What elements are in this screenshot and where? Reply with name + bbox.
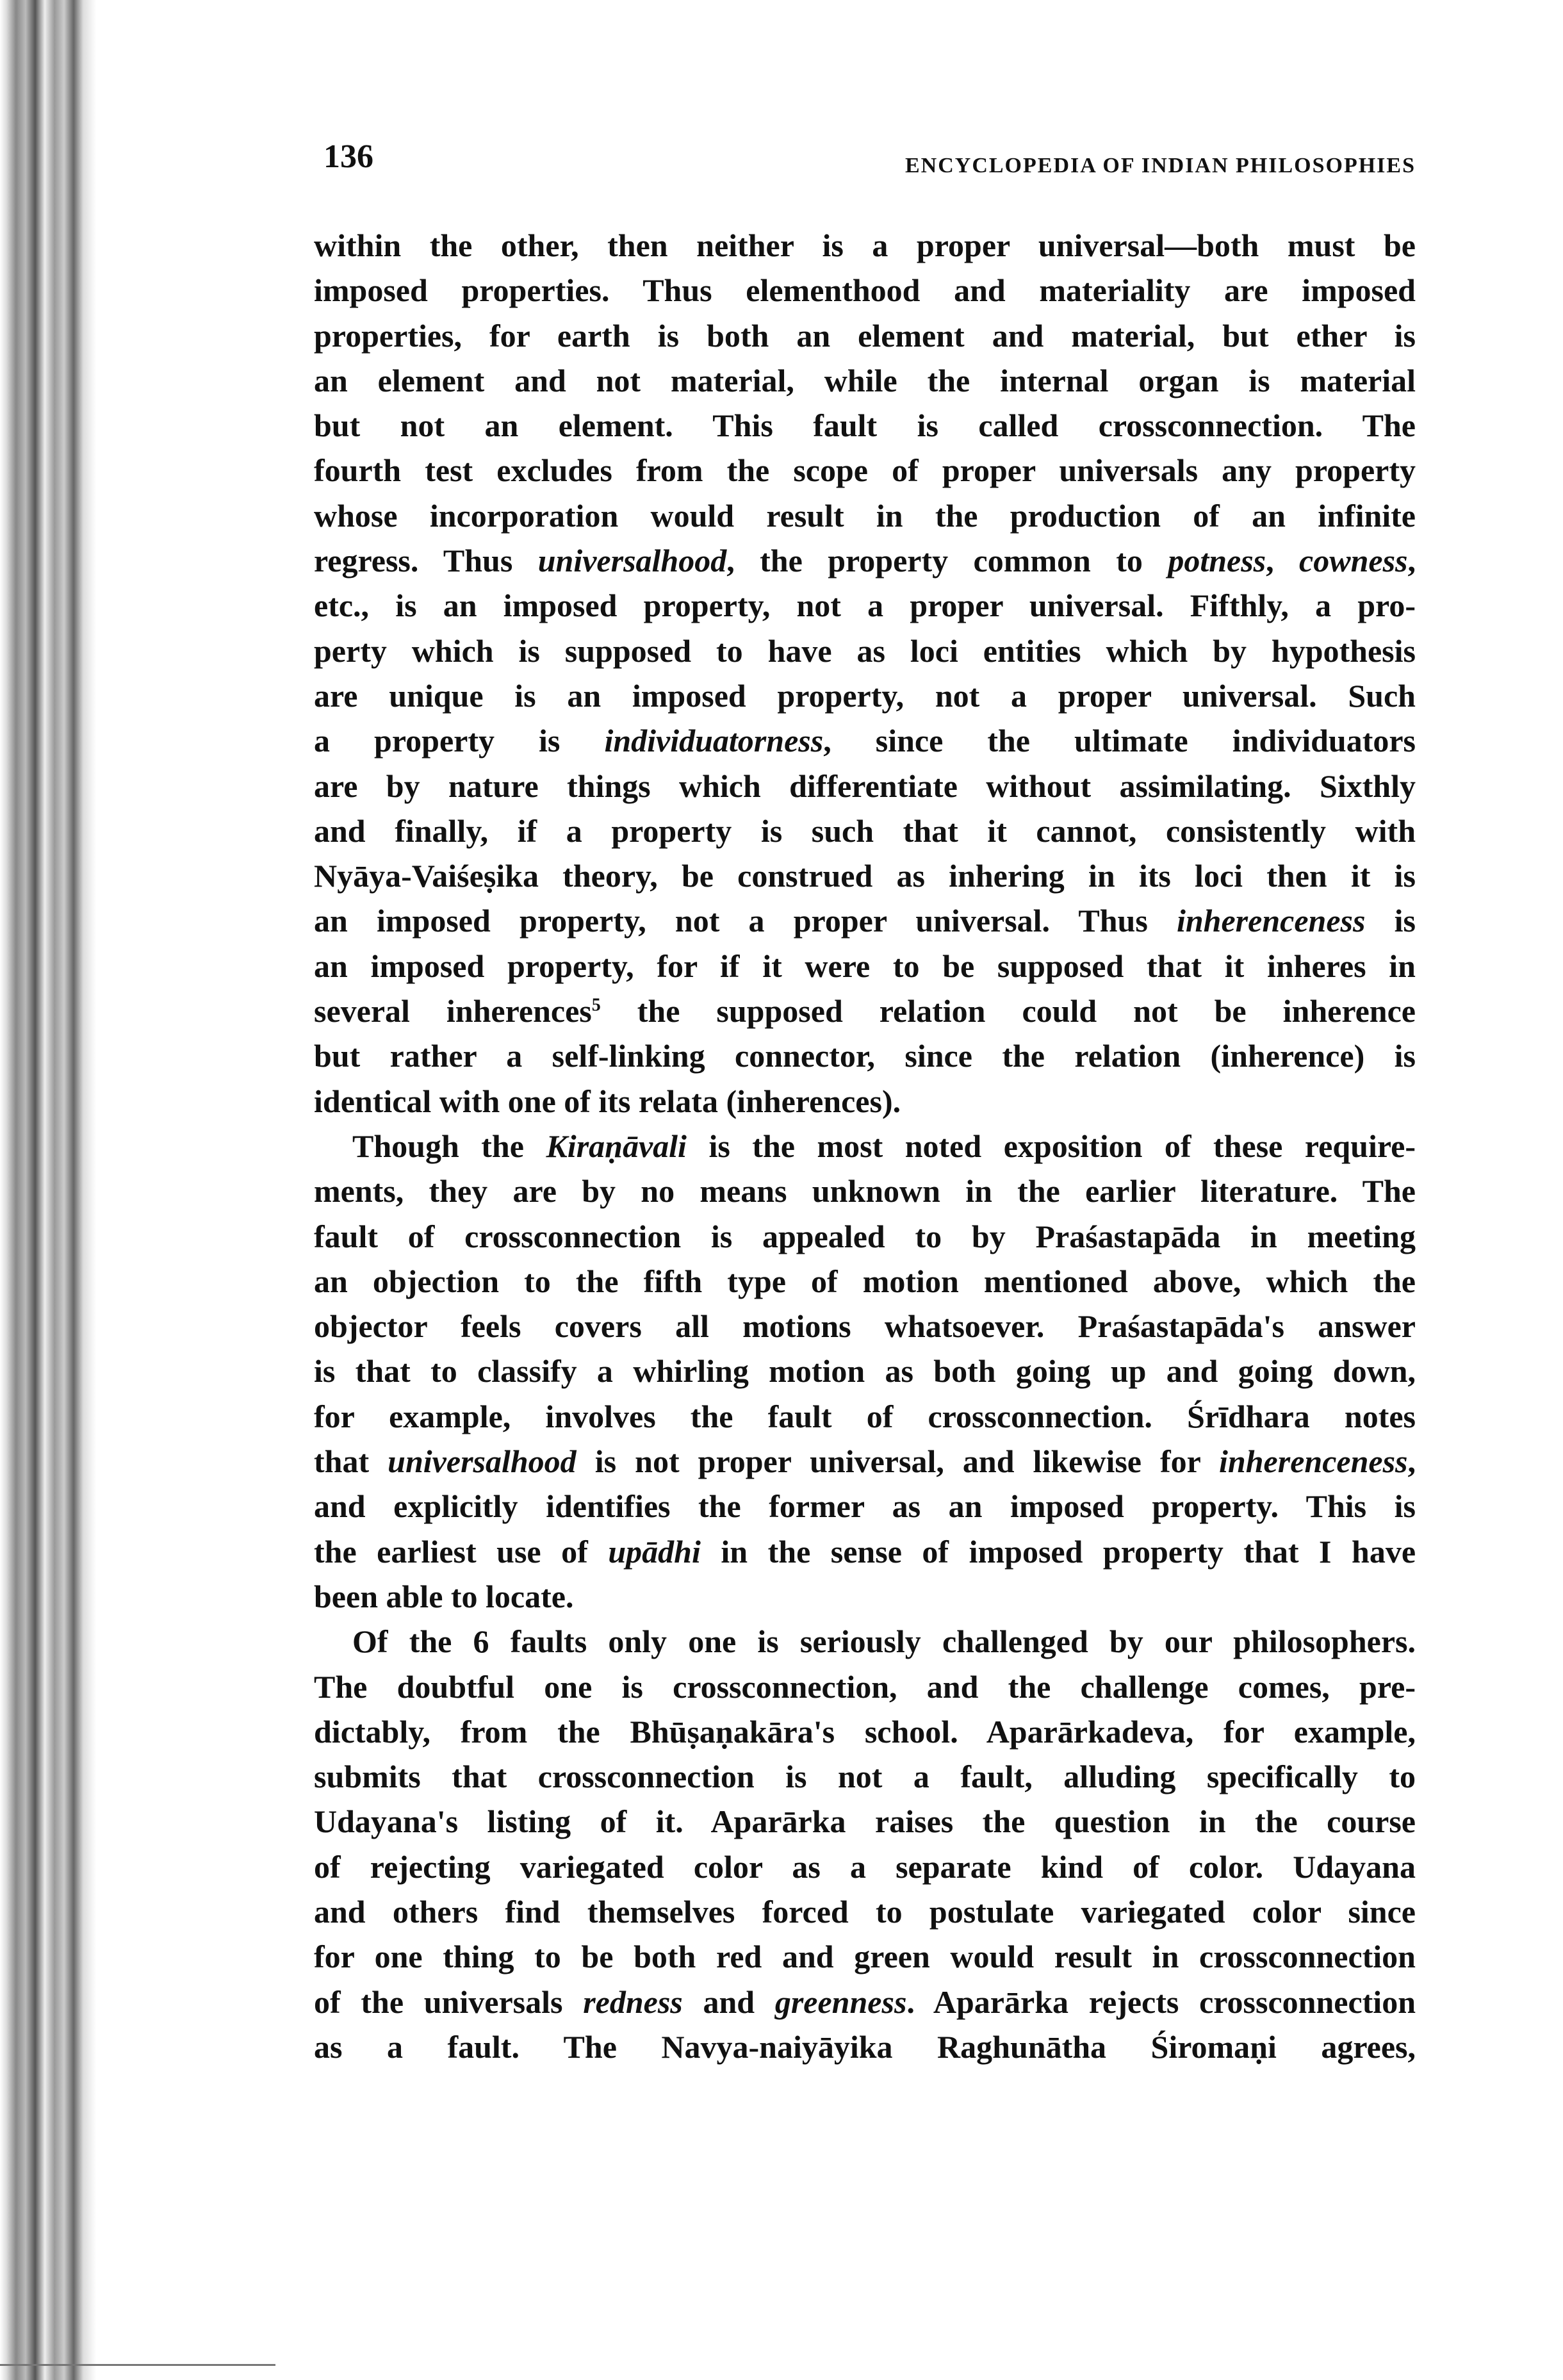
text-line (314, 1980, 1416, 2024)
text-segment: . Aparārka rejects crossconnection (906, 1983, 1416, 2020)
text-segment: are unique is an imposed property, not a proper universal. Such (314, 677, 1416, 714)
text-segment: but rather a self-linking connector, since the relation (inherence) is (314, 1038, 1416, 1074)
text-segment: but not an element. This fault is called crossconnection. The (314, 407, 1416, 444)
text-segment: whose incorporation would result in the production of an infinite (314, 497, 1416, 534)
text-segment: Udayana's listing of it. Aparārka raises the question in the course (314, 1803, 1416, 1840)
text-line (314, 1889, 1416, 1934)
text-line (314, 583, 1416, 628)
text-segment: an objection to the fifth type of motion mentioned above, which the (314, 1263, 1416, 1299)
text-line (314, 1079, 1416, 1124)
text-line (314, 808, 1416, 853)
text-line (314, 313, 1416, 358)
text-segment: and finally, if a property is such that it cannot, consistently with (314, 812, 1416, 849)
text-segment: , (1407, 1443, 1416, 1480)
text-line (314, 1394, 1416, 1439)
text-line (314, 448, 1416, 493)
text-line (314, 223, 1416, 268)
text-segment: an imposed property, for if it were to be supposed that it inheres in (314, 948, 1416, 984)
running-head: ENCYCLOPEDIA OF INDIAN PHILOSOPHIES (904, 154, 1416, 177)
text-segment: are by nature things which differentiate without assimilating. Sixthly (314, 767, 1416, 804)
italic-term: universalhood (537, 543, 727, 579)
text-segment: The doubtful one is crossconnection, and the challenge comes, pre- (314, 1668, 1416, 1705)
text-line (314, 1259, 1416, 1304)
text-line (314, 1529, 1416, 1574)
text-segment: an imposed property, not a proper universal. Thus (314, 903, 1177, 939)
text-segment: for one thing to be both red and green would result in crossconnection (314, 1939, 1416, 1975)
italic-term: Kiraṇāvali (546, 1128, 687, 1164)
text-segment: , since the ultimate individuators (823, 723, 1416, 759)
text-segment: fault of crossconnection is appealed to by Praśastapāda in meeting (314, 1218, 1416, 1254)
italic-term: cowness (1299, 543, 1408, 579)
text-line (314, 628, 1416, 673)
italic-term: universalhood (388, 1443, 577, 1480)
text-segment: and others find themselves forced to postulate variegated color since (314, 1893, 1416, 1930)
text-segment: is that to classify a whirling motion as both going up and going down, (314, 1353, 1416, 1390)
text-line (314, 1709, 1416, 1754)
text-segment: submits that crossconnection is not a fault, alluding specifically to (314, 1759, 1416, 1795)
italic-term: upādhi (608, 1533, 701, 1570)
text-line (314, 268, 1416, 313)
text-line (314, 1169, 1416, 1213)
italic-term: greenness (774, 1983, 907, 2020)
text-line (314, 1349, 1416, 1393)
italic-term: inherenceness (1176, 903, 1366, 939)
text-segment: identical with one of its relata (inherences). (314, 1083, 901, 1119)
text-segment: been able to locate. (314, 1578, 574, 1614)
text-line (314, 989, 1416, 1033)
text-segment: is the most noted exposition of these require- (686, 1128, 1416, 1164)
text-line (314, 1574, 1416, 1619)
text-line (314, 1799, 1416, 1844)
text-line (314, 1304, 1416, 1349)
text-segment: ments, they are by no means unknown in the earlier literature. The (314, 1173, 1416, 1210)
text-segment: properties, for earth is both an element and material, but ether is (314, 317, 1416, 354)
text-line (314, 1844, 1416, 1889)
italic-term: redness (583, 1983, 683, 2020)
text-segment: that (314, 1443, 388, 1480)
text-segment: , (1407, 543, 1416, 579)
text-line (314, 944, 1416, 989)
body-text (314, 223, 1416, 2069)
text-segment: is not proper universal, and likewise for (576, 1443, 1220, 1480)
italic-term: potness (1168, 543, 1266, 579)
text-segment: Nyāya-Vaiśeṣika theory, be construed as inhering in its loci then it is (314, 858, 1416, 894)
page-number: 136 (323, 138, 373, 175)
text-line (314, 1619, 1416, 1664)
text-line (314, 1664, 1416, 1709)
text-segment: Of the 6 faults only one is seriously challenged by our philosophers. (352, 1623, 1416, 1660)
text-segment: etc., is an imposed property, not a proper universal. Fifthly, a pro- (314, 587, 1416, 624)
text-line (314, 673, 1416, 718)
text-segment: several inherences (314, 993, 592, 1030)
text-line (314, 1439, 1416, 1484)
text-line (314, 1124, 1416, 1169)
text-line (314, 2024, 1416, 2069)
text-line (314, 853, 1416, 898)
text-segment: for example, involves the fault of crossconnection. Śrīdhara notes (314, 1398, 1416, 1434)
text-segment: an element and not material, while the internal organ is material (314, 362, 1416, 398)
text-segment: in the sense of imposed property that I have (700, 1533, 1416, 1570)
text-line (314, 898, 1416, 943)
text-line (314, 1214, 1416, 1259)
text-segment: of rejecting variegated color as a separate kind of color. Udayana (314, 1848, 1416, 1885)
text-segment: , the property common to (726, 543, 1168, 579)
text-segment: and (682, 1983, 775, 2020)
text-line (314, 538, 1416, 583)
text-segment: objector feels covers all motions whatsoever. Praśastapāda's answer (314, 1308, 1416, 1345)
text-segment: Though the (352, 1128, 546, 1164)
text-segment: regress. Thus (314, 543, 538, 579)
text-line (314, 718, 1416, 763)
text-segment: imposed properties. Thus elementhood and materiality are imposed (314, 272, 1416, 309)
text-segment: a property is (314, 723, 605, 759)
text-segment: of the universals (314, 1983, 584, 2020)
text-line (314, 1754, 1416, 1799)
text-segment: is (1365, 903, 1416, 939)
text-segment: dictably, from the Bhūṣaṇakāra's school. Aparārkadeva, for example, (314, 1713, 1416, 1750)
italic-term: inherenceness (1219, 1443, 1408, 1480)
text-line (314, 1033, 1416, 1078)
footnote-ref: 5 (591, 995, 601, 1015)
text-segment: within the other, then neither is a proper universal—both must be (314, 227, 1416, 263)
scan-edge-line (0, 2364, 275, 2366)
text-line (314, 764, 1416, 808)
italic-term: individuatorness (604, 723, 824, 759)
text-line (314, 1934, 1416, 1979)
text-segment: the earliest use of (314, 1533, 609, 1570)
text-line (314, 403, 1416, 448)
text-segment: perty which is supposed to have as loci entities which by hypothesis (314, 632, 1416, 669)
book-binding-shadow (0, 0, 96, 2380)
text-segment: fourth test excludes from the scope of proper universals any property (314, 452, 1416, 489)
text-segment: as a fault. The Navya-naiyāyika Raghunātha Śiromaṇi agrees, (314, 2028, 1416, 2065)
text-line (314, 358, 1416, 403)
text-segment: the supposed relation could not be inherence (600, 993, 1416, 1030)
text-segment: , (1266, 543, 1300, 579)
text-line (314, 1484, 1416, 1529)
text-line (314, 493, 1416, 538)
text-segment: and explicitly identifies the former as an imposed property. This is (314, 1488, 1416, 1525)
